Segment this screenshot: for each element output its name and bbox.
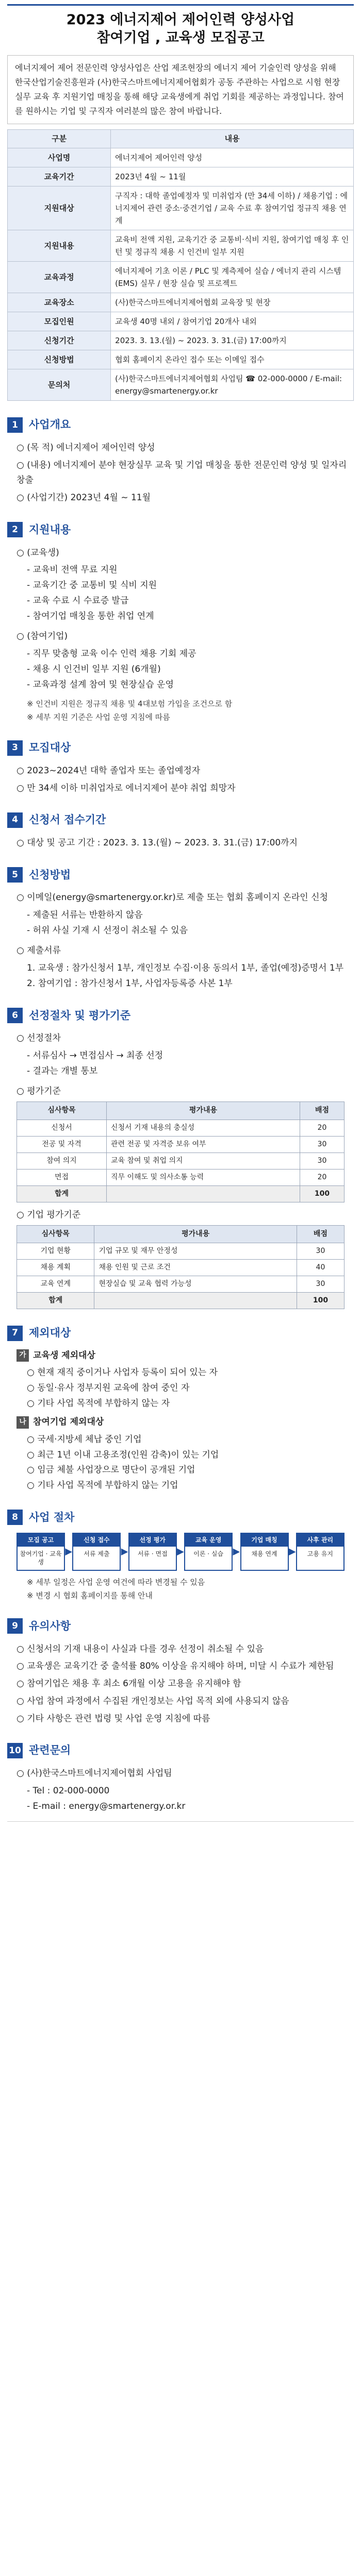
company-evaluation-table [17,1225,344,1310]
table-header-cell: 평가내용 [94,1225,297,1243]
table-cell: 채용 계획 [17,1260,94,1276]
summary-label: 문의처 [8,369,111,401]
section-heading [7,739,354,756]
list-item: ○ 만 34세 이하 미취업자로 에너지제어 분야 취업 희망자 [17,783,236,793]
table-header-cell: 평가내용 [107,1102,300,1120]
table-cell: 전공 및 자격 [17,1136,107,1153]
list-item: ○ 교육생은 교육기간 중 출석률 80% 이상을 유지해야 하며, 미달 시 수료가 제한됨 [17,1661,334,1672]
table-row [17,1136,344,1153]
list-subitem: - 허위 사실 기재 시 선정이 취소될 수 있음 [27,925,188,936]
list-subitem: ○ 동일·유사 정부지원 교육에 참여 중인 자 [27,1382,190,1393]
table-total-row [17,1185,344,1202]
table-cell: 합계 [17,1185,107,1202]
table-cell: 40 [297,1260,344,1276]
table-header-row [17,1102,344,1120]
summary-label: 교육장소 [8,293,111,312]
notice-page [0,4,361,1832]
table-row [17,1243,344,1260]
summary-header-row [8,130,354,148]
process-step-detail: 참여기업 · 교육생 [20,1550,62,1566]
list-item: ○ (사)한국스마트에너지제어협회 사업팀 [17,1768,172,1778]
list-subitem: - 결과는 개별 통보 [27,1065,98,1076]
list-item: ○ 사업 참여 과정에서 수집된 개인정보는 사업 목적 외에 사용되지 않음 [17,1696,289,1706]
section-heading [7,867,354,884]
section-title: 관련문의 [29,1744,71,1757]
table-cell: 20 [300,1120,344,1136]
list-item: ○ 이메일(energy@smartenergy.or.kr)로 제출 또는 협회 홈페이지 온라인 신청 [17,892,328,903]
list-item: ○ (사업기간) 2023년 4월 ~ 11월 [17,493,151,503]
note-text: ※ 변경 시 협회 홈페이지를 통해 안내 [27,1590,153,1600]
summary-label: 교육과정 [8,262,111,293]
section-heading [7,1007,354,1024]
summary-value: 협회 홈페이지 온라인 접수 또는 이메일 접수 [111,350,354,369]
list-subitem: 2. 참여기업 : 참가신청서 1부, 사업자등록증 사본 1부 [27,978,233,989]
list-subitem: - 제출된 서류는 반환하지 않음 [27,909,143,920]
subsection-heading [17,1349,354,1362]
subsection-marker: 가 [17,1349,29,1362]
table-cell: 기업 규모 및 재무 안정성 [94,1243,297,1260]
list-item: ○ 평가기준 [17,1086,61,1097]
summary-value: 교육생 40명 내외 / 참여기업 20개사 내외 [111,312,354,331]
intro-box: 에너지제어 제어 전문인력 양성사업은 산업 제조현장의 에너지 제어 기술인력 양성을 위해 한국산업기술진흥원과 (사)한국스마트에너지제어협회가 공동 주관하는 사업으로 시험 현장실무 교육 후 지원기업 매칭을 통해 해당 교육생에게 취업 기회를 제공하는 과정입니다. 참여를 원하시는 기업 및 구직자 여러분의 많은 참여 바랍니다. [7,55,354,124]
list-item: ○ 기타 사항은 관련 법령 및 사업 운영 지침에 따름 [17,1713,210,1724]
list-item: ○ 선정절차 [17,1033,61,1044]
note-text: ※ 세부 지원 기준은 사업 운영 지침에 따름 [27,712,170,722]
summary-label: 지원내용 [8,230,111,262]
summary-row [8,312,354,331]
section-title: 유의사항 [29,1620,71,1633]
table-cell: 30 [297,1276,344,1293]
notice-title: 2023 에너지제어 제어인력 양성사업 [66,12,295,28]
note-text: ※ 세부 일정은 사업 운영 여건에 따라 변경될 수 있음 [27,1578,205,1587]
summary-value: 구직자 : 대학 졸업예정자 및 미취업자 (만 34세 이하) / 채용기업 : 에너지제어 관련 중소·중견기업 / 교육 수료 후 참여기업 정규직 채용 연계 [111,187,354,230]
section-heading [7,1325,354,1342]
list-subitem: - 채용 시 인건비 일부 지원 (6개월) [27,664,161,674]
summary-row [8,369,354,401]
list-subitem: ○ 임금 체불 사업장으로 명단이 공개된 기업 [27,1465,195,1476]
process-step-detail: 고용 유지 [307,1550,333,1557]
summary-row [8,350,354,369]
list-subitem: ○ 기타 사업 목적에 부합하지 않는 자 [27,1398,170,1409]
table-cell: 30 [300,1136,344,1153]
process-step-title: 신청 접수 [73,1534,120,1546]
section-number: 8 [7,1510,23,1525]
chevron-right-icon: ▶ [65,1546,73,1557]
section-overview [7,416,354,506]
table-cell: 관련 전공 및 자격증 보유 여부 [107,1136,300,1153]
section-title: 신청서 접수기간 [29,814,106,826]
section-number: 5 [7,867,23,883]
section-title: 사업개요 [29,418,71,431]
section-number: 10 [7,1743,23,1758]
section-cautions [7,1618,354,1726]
table-cell: 100 [297,1293,344,1309]
section-heading [7,1618,354,1635]
notice-header [7,4,354,51]
summary-value: 2023. 3. 13.(월) ~ 2023. 3. 31.(금) 17:00까지 [111,331,354,350]
process-step [128,1533,177,1571]
list-item: ○ 2023~2024년 대학 졸업자 또는 졸업예정자 [17,765,201,776]
summary-label: 지원대상 [8,187,111,230]
summary-row [8,187,354,230]
table-cell: 현장실습 및 교육 협력 가능성 [94,1276,297,1293]
subsection-marker: 나 [17,1416,29,1429]
summary-label: 모집인원 [8,312,111,331]
summary-row [8,148,354,167]
list-item: ○ (참여기업) [17,631,68,642]
section-period [7,811,354,851]
table-cell: 100 [300,1185,344,1202]
table-cell [94,1293,297,1309]
process-step-title: 선정 평가 [129,1534,176,1546]
table-row [17,1260,344,1276]
list-subitem: ○ 기타 사업 목적에 부합하지 않는 기업 [27,1480,178,1491]
chevron-right-icon: ▶ [233,1546,240,1557]
list-subitem: 1. 교육생 : 참가신청서 1부, 개인정보 수집·이용 동의서 1부, 졸업(예정)증명서 1부 [27,963,344,974]
section-number: 6 [7,1008,23,1023]
list-subitem: - 교육과정 설계 참여 및 현장실습 운영 [27,679,174,690]
list-subitem: - Tel : 02-000-0000 [27,1785,110,1796]
subsection-title: 참여기업 제외대상 [33,1417,104,1428]
table-row [17,1276,344,1293]
summary-value: 교육비 전액 지원, 교육기간 중 교통비·식비 지원, 참여기업 매칭 후 인턴 및 정규직 채용 시 인건비 일부 지원 [111,230,354,262]
table-header-cell: 배점 [297,1225,344,1243]
process-step-detail: 서류 제출 [84,1550,110,1557]
list-subitem: - 교육비 전액 무료 지원 [27,565,118,575]
table-total-row [17,1293,344,1309]
process-step-title: 기업 매칭 [241,1534,288,1546]
list-subitem: ○ 최근 1년 이내 고용조정(인원 감축)이 있는 기업 [27,1449,219,1460]
subsection-title: 교육생 제외대상 [33,1350,95,1361]
summary-label: 신청기간 [8,331,111,350]
section-method [7,867,354,992]
process-step-detail: 이론 · 실습 [193,1550,224,1557]
section-selection [7,1007,354,1310]
list-subitem: - 참여기업 매칭을 통한 취업 연계 [27,611,154,621]
process-step [72,1533,121,1571]
table-cell [107,1185,300,1202]
section-contact [7,1742,354,1814]
list-subitem: - E-mail : energy@smartenergy.or.kr [27,1801,186,1811]
list-subitem: ○ 현재 재직 중이거나 사업자 등록이 되어 있는 자 [27,1367,218,1378]
list-item: ○ (목 적) 에너지제어 제어인력 양성 [17,442,155,453]
section-number: 1 [7,417,23,433]
process-step [296,1533,344,1571]
table-cell: 30 [297,1243,344,1260]
table-cell: 교육 연계 [17,1276,94,1293]
section-heading [7,521,354,538]
process-step-title: 사후 관리 [297,1534,343,1546]
chevron-right-icon: ▶ [177,1546,184,1557]
section-support [7,521,354,724]
table-row [17,1153,344,1169]
summary-table [7,129,354,401]
section-title: 모집대상 [29,741,71,754]
summary-row [8,230,354,262]
section-heading [7,1742,354,1759]
process-step-detail: 서류 · 면접 [137,1550,168,1557]
table-header-cell: 심사항목 [17,1102,107,1120]
chevron-right-icon: ▶ [288,1546,296,1557]
summary-row [8,293,354,312]
summary-row [8,262,354,293]
chevron-right-icon: ▶ [121,1546,128,1557]
section-heading [7,416,354,433]
process-flow [17,1533,344,1571]
list-item: ○ 참여기업은 채용 후 최소 6개월 이상 고용을 유지해야 함 [17,1679,241,1689]
evaluation-table [17,1101,344,1202]
section-title: 지원내용 [29,523,71,536]
table-cell: 교육 참여 및 취업 의지 [107,1153,300,1169]
section-number: 2 [7,522,23,537]
table-row [17,1120,344,1136]
summary-value: 2023년 4월 ~ 11월 [111,167,354,187]
list-item: ○ (내용) 에너지제어 분야 현장실무 교육 및 기업 매칭을 통한 전문인력 양성 및 일자리 창출 [17,460,347,486]
table-header-row [17,1225,344,1243]
section-number: 3 [7,740,23,756]
section-heading [7,811,354,828]
table-header-cell: 배점 [300,1102,344,1120]
summary-value: (사)한국스마트에너지제어협회 교육장 및 현장 [111,293,354,312]
process-step [184,1533,233,1571]
list-item: ○ 신청서의 기재 내용이 사실과 다를 경우 선정이 취소될 수 있음 [17,1643,264,1654]
list-subitem: - 직무 맞춤형 교육 이수 인력 채용 기회 제공 [27,649,196,659]
table-header-cell: 심사항목 [17,1225,94,1243]
summary-row [8,331,354,350]
process-step-detail: 채용 연계 [251,1550,277,1557]
table-cell: 20 [300,1169,344,1185]
table-cell: 면접 [17,1169,107,1185]
section-heading [7,1509,354,1526]
notice-subtitle: 참여기업 , 교육생 모집공고 [96,30,265,46]
table-cell: 참여 의지 [17,1153,107,1169]
summary-value: (사)한국스마트에너지제어협회 사업팀 ☎ 02-000-0000 / E-mail: energy@smartenergy.or.kr [111,369,354,401]
list-subitem: - 교육기간 중 교통비 및 식비 지원 [27,580,157,591]
summary-value: 에너지제어 기초 이론 / PLC 및 계측제어 실습 / 에너지 관리 시스템(EMS) 실무 / 현장 실습 및 프로젝트 [111,262,354,293]
section-title: 선정절차 및 평가기준 [29,1009,131,1022]
process-step [17,1533,65,1571]
list-item: ○ (교육생) [17,547,59,558]
section-title: 사업 절차 [29,1511,75,1523]
table-cell: 합계 [17,1293,94,1309]
note-text: ※ 인건비 지원은 정규직 채용 및 4대보험 가입을 조건으로 함 [27,699,233,709]
summary-label: 신청방법 [8,350,111,369]
section-number: 4 [7,812,23,828]
list-item: ○ 기업 평가기준 [17,1209,81,1220]
process-step-title: 교육 운영 [185,1534,232,1546]
process-step-title: 모집 공고 [18,1534,64,1546]
table-cell: 신청서 기재 내용의 충실성 [107,1120,300,1136]
table-cell: 30 [300,1153,344,1169]
summary-value: 에너지제어 제어인력 양성 [111,148,354,167]
list-item: ○ 제출서류 [17,945,61,956]
list-item: ○ 대상 및 공고 기간 : 2023. 3. 13.(월) ~ 2023. 3. 31.(금) 17:00까지 [17,837,298,848]
summary-header-label: 구분 [8,130,111,148]
list-subitem: - 서류심사 → 면접심사 → 최종 선정 [27,1050,163,1061]
section-process [7,1509,354,1602]
subsection-heading [17,1415,354,1429]
summary-header-content: 내용 [111,130,354,148]
list-subitem: ○ 국세·지방세 체납 중인 기업 [27,1434,142,1445]
list-subitem: - 교육 수료 시 수료증 발급 [27,595,129,606]
summary-label: 교육기간 [8,167,111,187]
table-cell: 기업 현황 [17,1243,94,1260]
process-step [240,1533,289,1571]
table-cell: 채용 인원 및 근로 조건 [94,1260,297,1276]
table-cell: 신청서 [17,1120,107,1136]
section-number: 9 [7,1618,23,1634]
section-title: 신청방법 [29,868,71,881]
table-row [17,1169,344,1185]
section-title: 제외대상 [29,1327,71,1340]
section-number: 7 [7,1326,23,1341]
summary-label: 사업명 [8,148,111,167]
section-eligibility [7,739,354,796]
table-cell: 직무 이해도 및 의사소통 능력 [107,1169,300,1185]
summary-row [8,167,354,187]
section-exclusion [7,1325,354,1493]
